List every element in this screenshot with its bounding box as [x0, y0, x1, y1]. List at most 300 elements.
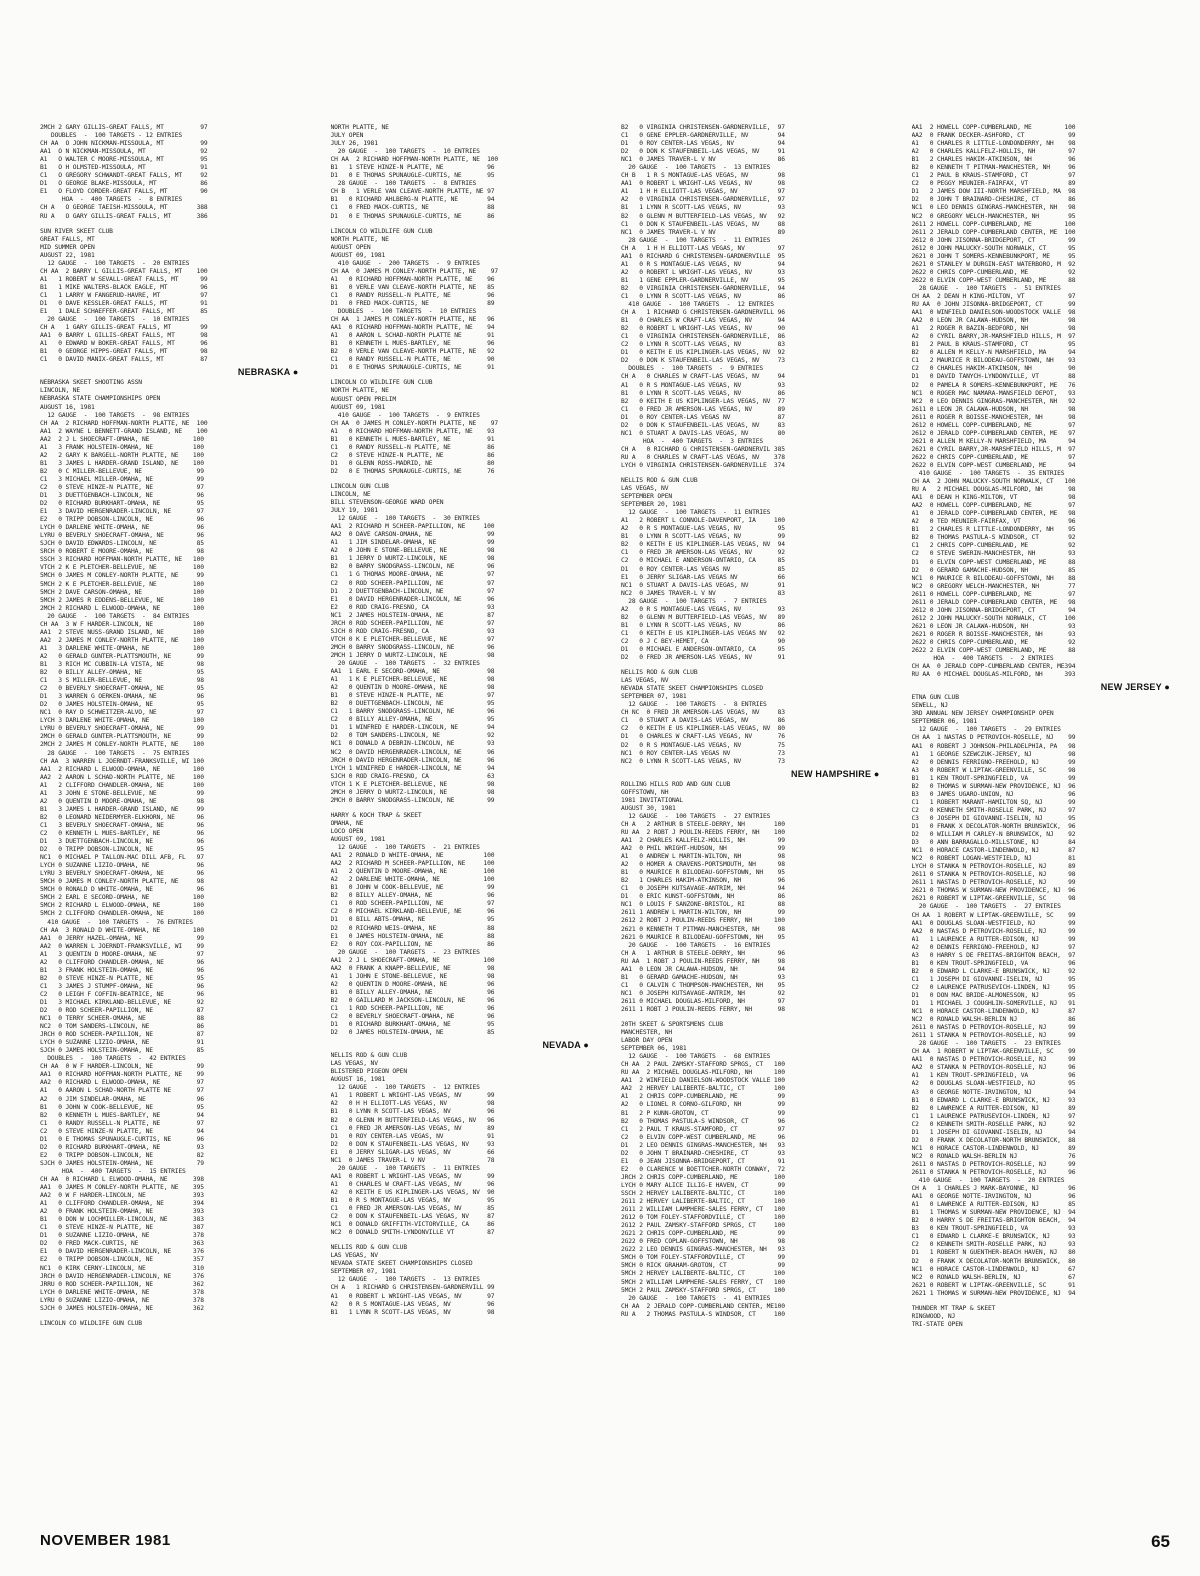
result-row: NC2 0 JAMES TRAVER-L V NV 83	[621, 589, 785, 597]
result-row: B1 0 KENNETH L MUES-BARTLEY, NE 96	[330, 340, 495, 348]
event-heading: 12 GAUGE - 100 TARGETS - 68 ENTRIES	[621, 1053, 771, 1061]
result-row: A2 0 R S MONTAGUE-LAS VEGAS, NV 95	[621, 525, 785, 533]
result-row: 2622 0 CHRIS COPP-CUMBERLAND, ME 92	[911, 639, 1076, 646]
result-row: LYRU 0 BEVERLY SHOECRAFT-OMAHA, NE 99	[40, 725, 204, 733]
result-row: LYRU 0 SUZANNE LIZIO-OMAHA, NE 378	[40, 1296, 204, 1304]
result-row: B2 1 CHARLES HAKIM-ATKINSON, NH 96	[621, 877, 785, 885]
shoot-header-line: BLISTERED PIGEON OPEN	[330, 1068, 407, 1076]
result-row: 5MCH 2 DAVE CARSON-OMAHA, NE 100	[40, 588, 204, 596]
result-row: AA2 0 STANKA N PETROVICH-ROSELLE, NJ 96	[911, 1064, 1076, 1072]
shoot-section	[40, 228, 299, 365]
result-row: B2 0 THOMAS PASTULA-S WINDSOR, CT 92	[911, 534, 1076, 542]
result-row: CH AA 1 ROBERT W LIPTAK-GREENVILLE, SC 99	[911, 1048, 1076, 1056]
result-row: B1 O H OLMSTED-MISSOULA, MT 91	[40, 164, 208, 172]
result-row: B1 2 PAUL B KRAUS-STAMFORD, CT 95	[911, 341, 1076, 349]
result-row: AA1 0 ROBERT L WRIGHT-LAS VEGAS, NV 98	[621, 180, 785, 188]
result-row: C2 0 KENNETH SMITH-ROSELLE PARK, NJ 93	[911, 1241, 1076, 1249]
result-row: D2 0 TOM SANDERS-LINCOLN, NE 92	[330, 732, 495, 740]
result-row: 5MCH 0 RONALD D WHITE-OMAHA, NE 96	[40, 886, 204, 894]
result-row: 2MCH 0 BARRY SNODGRASS-LINCOLN, NE 99	[330, 796, 495, 804]
result-row: 2621 1 THOMAS W SURMAN-NEW PROVIDENCE, NJ 94	[911, 1289, 1076, 1297]
shoot-header-line: SEPTEMBER 06, 1981	[621, 1045, 687, 1053]
result-row: A2 0 QUENTIN D MOORE-OMAHA, NE 98	[40, 797, 204, 805]
result-row: AA1 0 WINFIELD DANIELSON-WOODSTOCK VALLE 98	[911, 309, 1076, 317]
result-row: NC1 0 RAY D SCHWEITZER-ALVO, NE 97	[40, 709, 204, 717]
result-row: D2 0 DON K STAUFENBEIL-LAS VEGAS, NV 91	[621, 148, 785, 156]
result-row: RU AA 2 ROBT J POULIN-REEDS FERRY, NH 100	[621, 828, 785, 836]
result-row: LYCH 0 STANKA N PETROVICH-ROSELLE, NJ 89	[911, 863, 1076, 871]
result-row: 2612 0 HOWELL COPP-CUMBERLAND, ME 97	[911, 421, 1076, 429]
result-row: A2 0 DENNIS FERRIGNO-FREEHOLD, NJ 97	[911, 943, 1076, 951]
result-row: A1 2 QUENTIN D MOORE-OMAHA, NE 100	[330, 868, 495, 876]
result-row: D2 0 PAMELA R SOMERS-KENNEBUNKPORT, ME 76	[911, 381, 1076, 389]
result-row: 2MCH 0 JERRY D WURTZ-LINCOLN, NE 98	[330, 788, 495, 796]
result-row: A2 0 QUENTIN D MOORE-OMAHA, NE 98	[330, 684, 495, 692]
event-heading: 410 GAUGE - 100 TARGETS - 35 ENTRIES	[911, 470, 1065, 478]
result-row: CH AA 0 JERALD COPP-CUMBERLAND CENTER, ME394	[911, 663, 1076, 671]
result-row: CH B 1 R S MONTAGUE-LAS VEGAS, NV 98	[621, 172, 785, 180]
result-row: B2 0 KENNETH T PITMAN-MANCHESTER, NH 96	[911, 164, 1076, 172]
result-row: AA1 1 EARL E SECORD-OMAHA, NE 98	[330, 668, 495, 676]
shoot-header-line: JULY OPEN	[330, 132, 364, 140]
result-row: C1 0 FRED MACK-CURTIS, NE 88	[330, 204, 495, 212]
result-row: 2611 2 HOWELL COPP-CUMBERLAND, ME 100	[911, 220, 1076, 228]
result-row: D1 0 ERIC KUNST-GOFFSTOWN, NH 86	[621, 893, 785, 901]
result-row: C1 0 STEVE HINZE-N PLATTE, NE 387	[40, 1224, 204, 1232]
result-row: E1 0 DAVID HERGENRADER-LINCOLN, NE 96	[330, 595, 495, 603]
state-heading: NEBRASKA ●	[237, 367, 299, 378]
result-row: 2611 0 ROGER R BOISSE-MANCHESTER, NH 98	[911, 413, 1076, 421]
result-row: A1 1 LAURENCE A RUTTER-EDISON, NJ 99	[911, 935, 1076, 943]
shoot-header-line: AUGUST 22, 1981	[40, 251, 95, 259]
result-row: D2 0 RICHARD BURKHART-OMAHA, NE 95	[40, 500, 204, 508]
result-row: C2 0 KEITH E US KIPLINGER-LAS VEGAS, NV 80	[621, 725, 785, 733]
result-row: C2 0 BEVERLY SHOECRAFT-OMAHA, NE 96	[330, 1013, 495, 1021]
result-row: CH A 1 CHARLES J MARK-BAYONNE, NJ 96	[911, 1185, 1076, 1193]
result-row: D1 0 ROY CENTER-LAS VEGAS, NV 94	[621, 140, 785, 148]
result-row: A2 0 KEITH E US KIPLINGER-LAS VEGAS, NV 90	[330, 1188, 495, 1196]
shoot-header-line: JULY 19, 1981	[330, 507, 378, 515]
result-row: C1 0 VIRGINIA CHRISTENSEN-GARDNERVILLE, 86	[621, 333, 785, 341]
result-row: A2 0 R S MONTAGUE-LAS VEGAS, NV 93	[621, 605, 785, 613]
result-row: D1 0 E THOMAS SPUNAUGLE-CURTIS, NE 95	[330, 172, 495, 180]
shoot-header-line: SUN RIVER SKEET CLUB	[40, 227, 113, 235]
shoot-header-line: LAS VEGAS, NV	[330, 1252, 378, 1260]
result-row: NC2 0 ROBERT LOGAN-WESTFIELD, NJ 81	[911, 855, 1076, 863]
shoot-section	[331, 1244, 590, 1316]
result-row: CH AA O JOHN NICKMAN-MISSOULA, MT 99	[40, 140, 208, 148]
result-row: CH AA 3 W F HARDER-LINCOLN, NE 100	[40, 620, 204, 628]
shoot-header-line: NELLIS ROD & GUN CLUB	[621, 477, 698, 485]
result-row: C3 0 JOSEPH DI GIOVANNI-ISELIN, NJ 95	[911, 814, 1076, 822]
shoot-section	[621, 768, 880, 1014]
result-row: A1 0 CLIFFORD CHANDLER-OMAHA, NE 394	[40, 1200, 204, 1208]
state-heading: NEW JERSEY ●	[1100, 682, 1170, 693]
result-row: 2G22 2 LEO DENNIS GINGRAS-MANCHESTER, NH 93	[621, 1246, 785, 1254]
result-row: 5MCH 0 RICK GRAHAM-GROTON, CT 99	[621, 1262, 785, 1270]
shoot-header-line: SEPTEMBER 20, 1981	[621, 501, 687, 509]
result-row: A1 0 EDWARD W BOKER-GREAT FALLS, MT 96	[40, 340, 208, 348]
result-row: D2 0 ROD SCHEER-PAPILLION, NE 87	[40, 1007, 204, 1015]
result-row: B2 0 THOMAS W SURMAN-NEW PROVIDENCE, NJ 96	[911, 782, 1076, 790]
event-heading: 20 GAUGE - 100 TARGETS - 27 ENTRIES	[911, 903, 1061, 911]
result-row: A1 3 QUENTIN D MOORE-OMAHA, NE 97	[40, 950, 204, 958]
result-row: 2G12 2 PAUL ZAMSKY-STAFFORD SPRGS, CT 100	[621, 1222, 785, 1230]
result-row: B2 0 KEITH E US KIPLINGER-LAS VEGAS, NV 94	[621, 541, 785, 549]
result-row: RU A 0 CHARLES W CRAFT-LAS VEGAS, NV 378	[621, 453, 785, 461]
result-row: CH A 1 RICHARD G CHRISTENSEN-GARDNERVILL 99	[330, 1284, 495, 1292]
result-row: C1 2 PAUL B KRAUS-STAMFORD, CT 97	[911, 172, 1076, 180]
result-row: NC1 0 TERRY SCHEER-OMAHA, NE 88	[40, 1015, 204, 1023]
state-heading: NEW HAMPSHIRE ●	[791, 768, 880, 779]
shoot-section	[621, 669, 880, 766]
result-row: C2 0 LYNN R SCOTT-LAS VEGAS, NV 83	[621, 341, 785, 349]
result-row: NC1 0 DONALD GRIFFITH-VICTORVILLE, CA 86	[330, 1221, 495, 1229]
result-row: 2611 0 NASTAS D PETROVICH-ROSELLE, NJ 99	[911, 1024, 1076, 1032]
result-row: A2 0 DENNIS FERRIGNO-FREEHOLD, NJ 99	[911, 758, 1076, 766]
result-row: 2611 1 ANDREW L MARTIN-WILTON, NH 99	[621, 909, 785, 917]
result-row: B2 0 GLENN M BUTTERFIELD-LAS VEGAS, NV 92	[621, 212, 785, 220]
result-row: RU AA 2 MICHAEL DOUGLAS-MILFORD, NH 100	[621, 1069, 785, 1077]
result-row: C2 0 KENNETH SMITH-ROSELLE PARK, NJ 97	[911, 806, 1076, 814]
result-row: B1 0 CHARLES W CRAFT-LAS VEGAS, NV 94	[621, 317, 785, 325]
result-row: NC1 0 ROY CENTER-LAS VEGAS NV 73	[621, 749, 785, 757]
result-row: JRCH 0 ROD SCHEER-PAPILLION, NE 87	[40, 1031, 204, 1039]
result-row: B2 0 EDWARD L CLARKE-E BRUNSWICK, NJ 92	[911, 967, 1076, 975]
result-row: A1 1 KEN TROUT-SPRINGFIELD, VA 96	[911, 1072, 1076, 1080]
result-row: 2622 0 CHRIS COPP-CUMBERLAND, ME 92	[911, 268, 1076, 276]
result-row: A1 0 RICHARD HOFFMAN-NORTH PLATTE, NE 96	[330, 275, 495, 283]
result-row: B1 3 JAMES L HARDER-GRAND ISLAND, NE 100	[40, 459, 204, 467]
result-row: A1 1 JOHN E STONE-BELLEVUE, NE 98	[330, 972, 495, 980]
result-row: A1 0 RICHARD HOFFMAN-NORTH PLATTE, NE 93	[330, 427, 495, 435]
result-row: A2 0 ROBERT L WRIGHT-LAS VEGAS, NV 93	[621, 268, 785, 276]
shoot-header-line: JULY 26, 1981	[330, 140, 378, 148]
result-row: AA1 0 DEAN H KING-MILTON, VT 98	[911, 494, 1076, 502]
result-row: E1 0 JEAN JISONNA-BRIDGEPORT, CT 91	[621, 1157, 785, 1165]
shoot-header-line: NEVADA STATE SKEET CHAMPIONSHIPS CLOSED	[330, 1260, 473, 1268]
shoot-header-line: 1981 INVITATIONAL	[621, 796, 683, 804]
result-row: C2 0 LAURENCE PATRUSEVICH-LINDEN, NJ 95	[911, 983, 1076, 991]
result-row: B1 0 LYNN R SCOTT-LAS VEGAS, NV 96	[330, 1108, 495, 1116]
result-row: JRCH 0 DAVID HERGENRADER-LINCOLN, NE 96	[330, 756, 495, 764]
shoot-header-line: AUGUST 16, 1981	[330, 1076, 386, 1084]
result-row: B1 0 JOHN W COOK-BELLEVUE, NE 95	[40, 1103, 204, 1111]
result-row: D2 0 FRANK X DECOLATOR-NORTH BRUNSWICK, 80	[911, 1257, 1076, 1265]
result-row: A1 2 CHRIS COPP-CUMBERLAND, ME 99	[621, 1093, 785, 1101]
result-row: VTCH 2 K E PLETCHER-BELLEVUE, NE 100	[40, 564, 204, 572]
result-row: 5MCH 2 RICHARD L ELWOOD-OMAHA, NE 100	[40, 902, 204, 910]
result-row: AA2 2 HERVEY LALIBERTE-BALTIC, CT 100	[621, 1085, 785, 1093]
result-row: CH AA 1 NASTAS D PETROVICH-ROSELLE, NJ 99	[911, 734, 1076, 742]
result-row: C1 0 FRED JR AMERSON-LAS VEGAS, NV 92	[621, 549, 785, 557]
result-row: D2 0 E THOMAS SPUNAUGLE-CURTIS, NE 76	[330, 467, 495, 475]
result-row: B1 0 BILLY ALLEY-OMAHA, NE 96	[330, 988, 495, 996]
result-row: AA2 0 RICHARD L ELWOOD-OMAHA, NE 97	[40, 1079, 204, 1087]
result-row: LYCH 1 WINIFRED E HARDER-LINCOLN, NE 94	[330, 764, 495, 772]
result-row: CH A 1 GARY GILLIS-GREAT FALLS, MT 99	[40, 324, 208, 332]
result-row: C2 0 MICHAEL KIRKLAND-BELLEVUE, NE 96	[330, 908, 495, 916]
result-row: D1 0 CHARLES W CRAFT-LAS VEGAS, NV 76	[621, 733, 785, 741]
result-row: SJCH 0 JAMES HOLSTEIN-OMAHA, NE 85	[40, 1047, 204, 1055]
result-row: D2 0 DON K STAUFENBEIL-LAS VEGAS, NV 93	[330, 1140, 495, 1148]
result-row: NC1 0 MICHAEL P TALLON-MAC DILL AFB, FL 97	[40, 854, 204, 862]
result-row: SJCH 0 ROD CRAIG-FRESNO, CA 93	[330, 627, 495, 635]
result-row: A1 2 ROBERT L CONNOLE-DAVENPORT, IA 100	[621, 517, 785, 525]
result-row: 2622 0 CHRIS COPP-CUMBERLAND, ME 97	[911, 453, 1076, 461]
result-row: CH AA 0 W F HARDER-LINCOLN, NE 99	[40, 1063, 204, 1071]
result-row: D1 3 MICHAEL KIRKLAND-BELLEVUE, NE 92	[40, 998, 204, 1006]
result-row: AA1 0 JERRY HAZEL-OMAHA, NE 99	[40, 934, 204, 942]
shoot-header-line: LINCOLN, NE	[330, 491, 371, 499]
page-number: 65	[1151, 1532, 1170, 1551]
result-row: 5MCH 2 CLIFFORD CHANDLER-OMAHA, NE 100	[40, 910, 204, 918]
shoot-header-line: 3RD ANNUAL NEW JERSEY CHAMPIONSHIP OPEN	[911, 710, 1054, 718]
shoot-section	[40, 1320, 299, 1328]
shoot-header-line: BILL STEVENSON-GEORGE WARD OPEN	[330, 499, 444, 507]
event-heading: 20 GAUGE - 100 TARGETS - 16 ENTRIES	[621, 941, 771, 949]
result-row: NC1 0 JAMES TRAVER-L V NV 89	[621, 228, 785, 236]
result-row: C1 1 LARRY W FANGERUD-HAVRE, MT 97	[40, 291, 208, 299]
result-row: A2 0 CYRIL BARRY,JR-MARSHFIELD HILLS, M 97	[911, 333, 1076, 341]
result-row: A2 2 GARY K BARGELL-NORTH PLATTE, NE 100	[40, 451, 204, 459]
result-row: C1 0 RANDY RUSSELL-N PLATTE, NE 86	[330, 443, 495, 451]
result-row: AA1 0 JAMES M CONLEY-NORTH PLATTE, NE 395	[40, 1184, 204, 1192]
result-row: D2 0 FRED MACK-CURTIS, NE 363	[40, 1240, 204, 1248]
shoot-section	[331, 379, 590, 476]
results-column	[621, 124, 880, 1484]
result-row: CH A 2 ARTHUR B STEELE-DERRY, NH 100	[621, 820, 785, 828]
result-row: D1 0 DAVE KESSLER-GREAT FALLS, MT 91	[40, 299, 208, 307]
result-row: E1 O FLOYD CORDER-GREAT FALLS, MT 90	[40, 188, 208, 196]
result-row: B1 1 LYNN R SCOTT-LAS VEGAS, NV 98	[330, 1308, 495, 1316]
result-row: B1 2 P KUNN-GROTON, CT 99	[621, 1109, 785, 1117]
result-row: AA2 2 RICHARD M SCHEER-PAPILLION, NE 100	[330, 860, 495, 868]
result-row: C1 2 CHRIS COPP-CUMBERLAND, ME 92	[911, 542, 1076, 550]
result-row: RU A 2 THOMAS PASTULA-S WINDSOR, CT 100	[621, 1310, 785, 1318]
result-row: NC1 0 KIRK CERNY-LINCOLN, NE 310	[40, 1264, 204, 1272]
shoot-header-line: NEVADA STATE SKEET CHAMPIONSHIPS CLOSED	[621, 685, 764, 693]
event-heading: 12 GAUGE - 100 TARGETS - 29 ENTRIES	[911, 726, 1061, 734]
result-row: 2G12 0 TOM FOLEY-STAFFORDVILLE, CT 100	[621, 1214, 785, 1222]
result-row: D2 0 GERARD GAMACHE-HUDSON, NH 85	[911, 566, 1076, 574]
result-row: D2 0 WILLIAM M CARLEY-N BRUNSWICK, NJ 92	[911, 831, 1076, 839]
result-row: D1 0 ELVIN COPP-WEST CUMBERLAND, ME 88	[911, 558, 1076, 566]
result-row: CH A 0 CHARLES W CRAFT-LAS VEGAS, NV 94	[621, 373, 785, 381]
result-row: 2611 0 MICHAEL DOUGLAS-MILFORD, NH 97	[621, 997, 785, 1005]
shoot-header-line: OMAHA, NE	[330, 819, 364, 827]
result-row: D2 0 FRANK X DECOLATOR-NORTH BRUNSWICK, 88	[911, 1136, 1076, 1144]
result-row: SSCH 3 RICHARD HOFFMAN-NORTH PLATTE, NE 100	[40, 556, 204, 564]
result-row: AA1 2 HOWELL COPP-CUMBERLAND, ME 100	[911, 124, 1076, 131]
result-row: NC2 0 GREGORY WELCH-MANCHESTER, NH 77	[911, 582, 1076, 590]
result-row: 2611 1 STANKA N PETROVICH-ROSELLE, NJ 99	[911, 1032, 1076, 1040]
result-row: 2612 2 JOHN MALUCKY-SOUTH NORWALK, CT 100	[911, 614, 1076, 622]
result-row: D2 0 DON K STAUFENBEIL-LAS VEGAS, NV 83	[621, 421, 785, 429]
result-row: A1 1 JIM SINDELAR-OMAHA, NE 99	[330, 539, 495, 547]
result-row: NC1 0 ROGER MAC NAMARA-MANSFIELD DEPOT, 93	[911, 389, 1076, 397]
shoot-section	[330, 1040, 590, 1237]
result-row: 2621 0 ROGER R BOISSE-MANCHESTER, NH 93	[911, 630, 1076, 638]
result-row: CH AA 2 JOHN MALUCKY-SOUTH NORWALK, CT 100	[911, 478, 1076, 486]
result-row: AA2 0 WARREN L JOERNDT-FRANKSVILLE, WI 99	[40, 942, 204, 950]
event-heading: 12 GAUGE - 100 TARGETS - 8 ENTRIES	[621, 701, 767, 709]
result-row: C1 1 BARRY SNODGRASS-LINCOLN, NE 96	[330, 708, 495, 716]
result-row: D2 0 JOHN T BRAINARD-CHESHIRE, CT 86	[911, 196, 1076, 204]
result-row: B1 0 LYNN R SCOTT-LAS VEGAS, NV 99	[621, 533, 785, 541]
event-heading: 410 GAUGE - 100 TARGETS - 12 ENTRIES	[621, 301, 774, 309]
result-row: CH NC 0 FRED JR AMERSON-LAS VEGAS, NV 83	[621, 709, 785, 717]
result-row: AA1 0 ROBERT L WRIGHT-LAS VEGAS, NV 99	[330, 1172, 495, 1180]
result-row: C1 0 LYNN R SCOTT-LAS VEGAS, NV 86	[621, 292, 785, 300]
result-row: NC1 0 MAURICE R BILODEAU-GOFFSTOWN, NH 88	[911, 574, 1076, 582]
result-row: B1 0 GEORGE HIPPS-GREAT FALLS, MT 98	[40, 348, 208, 356]
shoot-section	[912, 124, 1171, 679]
result-row: JRCH 0 DAVID HERGENRADER-LINCOLN, NE 376	[40, 1272, 204, 1280]
event-heading: 28 GAUGE - 100 TARGETS - 23 ENTRIES	[911, 1040, 1061, 1048]
result-row: A1 1 ROBERT W SEVALL-GREAT FALLS, MT 99	[40, 275, 208, 283]
result-row: D1 0 E THOMAS SPUNAUGLE-CURTIS, NE 96	[40, 1135, 204, 1143]
result-row: VTCH 1 K E PLETCHER-BELLEVUE, NE 98	[330, 780, 495, 788]
result-row: CH AA 1 ROBERT W LIPTAK-GREENVILLE, SC 99	[911, 911, 1076, 919]
result-row: NC1 0 LEO DENNIS GINGRAS-MANCHESTER, NH 98	[911, 204, 1076, 212]
result-row: AA1 0 DOUGLAS SLOAN-WESTFIELD, NJ 99	[911, 919, 1076, 927]
result-row: A2 0 R S MONTAGUE-LAS VEGAS, NV 96	[330, 1300, 495, 1308]
result-row: A1 0 LAWRENCE A RUTTER-EDISON, NJ 85	[911, 1201, 1076, 1209]
result-row: B1 3 RICH MC CUBBIN-LA VISTA, NE 98	[40, 661, 204, 668]
result-row: 2611 0 JERALD COPP-CUMBERLAND CENTER, ME 98	[911, 598, 1076, 606]
shoot-header-line: NELLIS ROD & GUN CLUB	[330, 1052, 407, 1060]
result-row: B1 0 R S MONTAGUE-LAS VEGAS, NV 95	[330, 1197, 495, 1204]
result-row: CH A 1 ARTHUR B STEELE-DERRY, NH 96	[621, 949, 785, 957]
result-row: D1 3 DUETTGENBACH-LINCOLN, NE 96	[40, 838, 204, 846]
event-heading: 12 GAUGE - 100 TARGETS - 12 ENTRIES	[330, 1084, 480, 1092]
event-heading: 12 GAUGE - 100 TARGETS - 30 ENTRIES	[330, 515, 480, 523]
result-row: CH A O GEORGE TAEISH-MISSOULA, MT 388	[40, 204, 208, 212]
result-row: 2MCH 2 GARY GILLIS-GREAT FALLS, MT 97	[40, 124, 208, 131]
result-row: C1 0 GENE EPPLER-GARDNERVILLE, NV 94	[621, 132, 785, 140]
result-row: NC1 0 JAMES TRAVER-L V NV 78	[330, 1156, 495, 1164]
result-row: CH AA 0 RICHARD L ELWOOD-OMAHA, NE 398	[40, 1176, 204, 1183]
result-row: D1 0 DON MAC BRIDE-ALMONESSON, NJ 95	[911, 991, 1076, 999]
result-row: B2 0 LAWRENCE A RUTTER-EDISON, NJ 89	[911, 1104, 1076, 1112]
result-row: B2 0 GLENN M BUTTERFIELD-LAS VEGAS, NV 96	[330, 1116, 495, 1124]
result-row: C1 0 DON K STAUFENBEIL-LAS VEGAS, NV 88	[621, 220, 785, 228]
shoot-section	[621, 124, 880, 470]
result-row: B1 0 MAURICE R BILODEAU-GOFFSTOWN, NH 95	[621, 869, 785, 877]
shoot-header-line: GOFFSTOWN, NH	[621, 788, 669, 796]
result-row: B1 1 STEVE HINZE-N PLATTE, NE 96	[330, 164, 495, 172]
result-row: 2MCH 2 JAMES M CONLEY-NORTH PLATTE, NE 100	[40, 741, 204, 749]
shoot-header-line: LABOR DAY OPEN	[621, 1037, 672, 1045]
result-row: CH AA 2 BARRY L GILLIS-GREAT FALLS, MT 100	[40, 267, 208, 275]
result-row: D1 3 DUETTGENBACH-LINCOLN, NE 96	[40, 492, 204, 500]
results-page	[40, 124, 1170, 1484]
result-row: A1 1 ROBERT L WRIGHT-LAS VEGAS, NV 99	[330, 1092, 495, 1100]
event-heading: 20 GAUGE - 100 TARGETS - 10 ENTRIES	[330, 148, 480, 156]
shoot-header-line: AUGUST OPEN	[330, 243, 371, 251]
result-row: CH AA 3 RONALD D WHITE-OMAHA, NE 100	[40, 926, 204, 934]
result-row: CH AA 2 JERALD COPP-CUMBERLAND CENTER, ME100	[621, 1302, 785, 1310]
result-row: C1 1 ROBERT MARANT-HAMILTON SQ, NJ 99	[911, 798, 1076, 806]
event-heading: 12 GAUGE - 100 TARGETS - 21 ENTRIES	[330, 844, 480, 852]
result-row: C2 0 BEVERLY SHOECRAFT-OMAHA, NE 95	[40, 685, 204, 693]
result-row: A2 0 FRANK HOLSTEIN-OMAHA, NE 393	[40, 1208, 204, 1216]
result-row: D1 0 MICHAEL E ANDERSON-ONTARIO, CA 95	[621, 646, 785, 653]
shoot-section	[912, 1305, 1171, 1329]
result-row: D2 0 R S MONTAGUE-LAS VEGAS, NV 75	[621, 741, 785, 749]
shoot-header-line: SEWELL, NJ	[911, 702, 948, 710]
result-row: 2G11 2 WILLIAM LAMPHERE-SALES FERRY, CT 100	[621, 1206, 785, 1214]
result-row: NC1 0 JAMES TRAVER-L V NV 86	[621, 156, 785, 164]
result-row: B3 0 KEN TROUT-SPRINGFIELD, VA 93	[911, 1225, 1076, 1233]
result-row: AA1 2 WAYNE L BENNETT-GRAND ISLAND, NE 100	[40, 427, 208, 435]
result-row: 2621 0 STANLEY W DURGIN-EAST WATERBORO, M 92	[911, 260, 1076, 268]
result-row: 2611 2 JERALD COPP-CUMBERLAND CENTER, ME 100	[911, 228, 1076, 236]
result-row: AA1 2 J L SHOECRAFT-OMAHA, NE 100	[330, 956, 495, 964]
result-row: C1 0 FRED JR AMERSON-LAS VEGAS, NV 85	[330, 1205, 495, 1213]
result-row: D1 0 BILL ABTS-OMAHA, NE 95	[330, 916, 495, 924]
result-row: C1 3 MICHAEL MILLER-OMAHA, NE 99	[40, 475, 204, 483]
result-row: CH A 0 RICHARD G CHRISTENSEN-GARDNERVIL 385	[621, 445, 785, 453]
event-heading: 12 GAUGE - 100 TARGETS - 13 ENTRIES	[330, 1276, 480, 1284]
result-row: C1 3 S MILLER-BELLEVUE, NE 98	[40, 677, 204, 685]
result-row: AA1 2 RONALD D WHITE-OMAHA, NE 100	[330, 852, 495, 860]
result-row: A2 0 JIM SINDELAR-OMAHA, NE 96	[40, 1095, 204, 1103]
results-column	[331, 124, 590, 1484]
shoot-header-line: MANCHESTER, NH	[621, 1029, 672, 1037]
result-row: C1 0 RANDY RUSSELL-N PLATTE, NE 90	[330, 356, 495, 364]
shoot-header-line: RINGWOOD, NJ	[911, 1312, 956, 1320]
result-row: 2MCH 1 JERRY D WURTZ-LINCOLN, NE 98	[330, 651, 495, 659]
shoot-header-line: TRI-STATE OPEN	[911, 1320, 963, 1328]
shoot-header-line: LINCOLN CO WILDLIFE GUN CLUB	[330, 227, 433, 235]
result-row: AA1 2 RICHARD L ELWOOD-OMAHA, NE 100	[40, 765, 204, 773]
result-row: C1 0 CALVIN C THOMPSON-MANCHESTER, NH 95	[621, 981, 785, 989]
result-row: 5MCH 2 HERVEY LALIBERTE-BALTIC, CT 100	[621, 1270, 785, 1278]
result-row: B2 0 STEVE HINZE-N PLATTE, NE 95	[40, 974, 204, 982]
shoot-header-line: LOCO OPEN	[330, 827, 364, 835]
result-row: A1 0 CHARLES W CRAFT-LAS VEGAS, NV 96	[330, 1180, 495, 1188]
result-row: A1 2 CLIFFORD CHANDLER-OMAHA, NE 100	[40, 781, 204, 789]
event-heading: 12 GAUGE - 100 TARGETS - 27 ENTRIES	[621, 812, 771, 820]
result-row: A1 0 AARON L SCHAD-NORTH PLATTE NE 91	[330, 332, 495, 340]
result-row: 5MCH 2 WILLIAM LAMPHERE-SALES FERRY, CT 100	[621, 1278, 785, 1286]
result-row: AA2 0 FRANK DECKER-ASHFORD, CT 99	[911, 132, 1076, 140]
result-row: 2MCH 0 BARRY SNODGRASS-LINCOLN, NE 96	[330, 643, 495, 651]
result-row: A1 3 DARLENE WHITE-OMAHA, NE 100	[40, 644, 204, 652]
result-row: A3 0 ROBERT W LIPTAK-GREENVILLE, SC 98	[911, 766, 1076, 774]
result-row: A1 1 K E PLETCHER-BELLEVUE, NE 98	[330, 676, 495, 684]
result-row: SJCH 0 JAMES HOLSTEIN-OMAHA, NE 79	[40, 1159, 204, 1167]
result-row: B2 0 KENNETH L MUES-BARTLEY, NE 94	[40, 1111, 204, 1119]
result-row: CH AA 1 JAMES M CONLEY-NORTH PLATTE, NE 96	[330, 316, 495, 324]
result-row: B1 0 RICHARD AHLBERG-N PLATTE, NE 94	[330, 196, 495, 204]
result-row: RU A O GARY GILLIS-GREAT FALLS, MT 386	[40, 212, 208, 220]
shoot-header-line: AUGUST 30, 1981	[621, 804, 676, 812]
shoot-header-line: THUNDER MT TRAP & SKEET	[911, 1304, 996, 1312]
result-row: CH AA 3 WARREN L JOERNDT-FRANKSVILLE, WI 100	[40, 757, 204, 765]
result-row: D1 0 ROY CENTER-LAS VEGAS NV 85	[621, 565, 785, 573]
shoot-section	[40, 367, 299, 1312]
result-row: D1 0 DAVID TANYCH-LYNDONVILLE, VT 88	[911, 373, 1076, 381]
shoot-header-line: LINCOLN GUN CLUB	[330, 482, 389, 490]
result-row: A1 2 ROGER R BAZIN-BEDFORD, NH 98	[911, 325, 1076, 333]
result-row: 2622 0 ELVIN COPP-WEST CUMBERLAND, ME 88	[911, 276, 1076, 284]
result-row: D2 0 TRIPP DOBSON-LINCOLN, NE 95	[40, 846, 204, 854]
result-row: A1 3 FRANK HOLSTEIN-OMAHA, NE 100	[40, 443, 204, 451]
result-row: NC1 0 LOUIS F SANZONE-BRISTOL, RI 88	[621, 901, 785, 909]
